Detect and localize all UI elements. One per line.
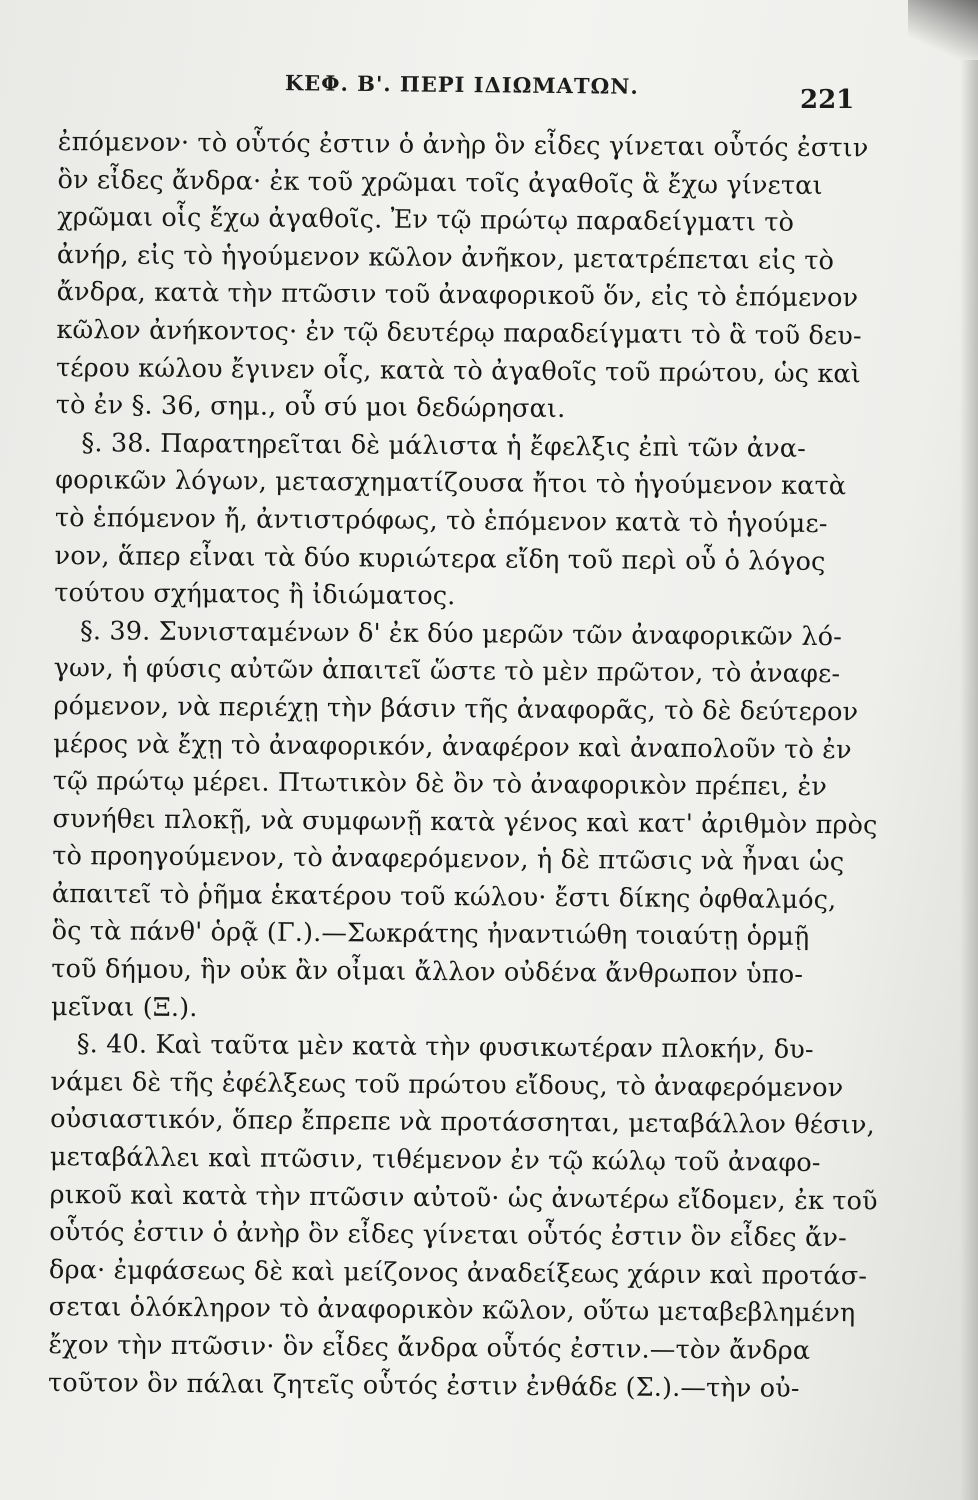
text-line: τὸ προηγούμενον, τὸ ἀναφερόμενον, ἡ δὲ πτῶσις νὰ ἦναι ὡς — [52, 841, 845, 878]
body-text — [47, 124, 878, 1408]
section-39-line: §. 39. Συνισταμένων δ' ἐκ δύο μερῶν τῶν ἀναφορικῶν λό- — [79, 615, 843, 652]
text-line: χρῶμαι οἷς ἔχω ἀγαθοῖς. Ἐν τῷ πρώτῳ παραδείγματι τὸ — [57, 202, 795, 238]
text-line: ὃς τὰ πάνθ' ὁρᾷ (Γ.).—Σωκράτης ἠναντιώθη τοιαύτῃ ὁρμῇ — [51, 916, 810, 953]
text-line: μεῖναι (Ξ.). — [50, 991, 198, 1023]
text-line: μεταβάλλει καὶ πτῶσιν, τιθέμενον ἐν τῷ κώλῳ τοῦ ἀναφο- — [49, 1141, 821, 1179]
page-corner-shadow — [908, 0, 978, 60]
text-line: γων, ἡ φύσις αὐτῶν ἀπαιτεῖ ὥστε τὸ μὲν πρῶτον, τὸ ἀναφε- — [53, 653, 841, 690]
text-line: τῷ πρώτῳ μέρει. Πτωτικὸν δὲ ὂν τὸ ἀναφορικὸν πρέπει, ἐν — [52, 766, 828, 803]
text-line: τὸ ἐν §. 36, σημ., οὗ σύ μοι δεδώρησαι. — [55, 390, 566, 425]
text-line: τὸ ἑπόμενον ἤ, ἀντιστρόφως, τὸ ἑπόμενον κατὰ τὸ ἡγούμε- — [54, 502, 828, 539]
text-line: συνήθει πλοκῇ, νὰ συμφωνῇ κατὰ γένος καὶ κατ' ἀριθμὸν πρὸς — [52, 803, 878, 841]
text-line: νον, ἅπερ εἶναι τὰ δύο κυριώτερα εἴδη τοῦ περὶ οὗ ὁ λόγος — [54, 540, 826, 577]
text-line: τοῦτον ὃν πάλαι ζητεῖς οὗτός ἐστιν ἐνθάδε (Σ.).—τὴν οὐ- — [47, 1367, 800, 1404]
text-line: ἀπαιτεῖ τὸ ῥῆμα ἑκατέρου τοῦ κώλου· ἔστι δίκης ὀφθαλμός, — [51, 878, 837, 916]
text-line: τούτου σχήματος ἢ ἰδιώματος. — [54, 578, 456, 612]
section-38-line: §. 38. Παρατηρεῖται δὲ μάλιστα ἡ ἔφελξις ἐπὶ τῶν ἀνα- — [81, 427, 807, 464]
text-line: ἐπόμενον· τὸ οὗτός ἐστιν ὁ ἀνὴρ ὃν εἶδες γίνεται οὗτός ἐστιν — [57, 126, 869, 164]
text-line: ἔχον τὴν πτῶσιν· ὃν εἶδες ἄνδρα οὗτός ἐστιν.—τὸν ἄνδρα — [48, 1329, 811, 1366]
page-number: 221 — [800, 85, 855, 115]
text-line: φορικῶν λόγων, μετασχηματίζουσα ἤτοι τὸ ἡγούμενον κατὰ — [55, 465, 847, 502]
text-line: μέρος νὰ ἔχῃ τὸ ἀναφορικόν, ἀναφέρον καὶ ἀναπολοῦν τὸ ἐν — [53, 728, 852, 765]
text-line: ρικοῦ καὶ κατὰ τὴν πτῶσιν αὐτοῦ· ὡς ἀνωτέρω εἴδομεν, ἐκ τοῦ — [49, 1179, 878, 1217]
text-line: νάμει δὲ τῆς ἐφέλξεως τοῦ πρώτου εἴδους, τὸ ἀναφερόμενον — [50, 1066, 844, 1104]
text-line: σεται ὁλόκληρον τὸ ἀναφορικὸν κῶλον, οὕτω μεταβεβλημένη — [48, 1292, 856, 1329]
text-line: τοῦ δήμου, ἣν οὐκ ἂν οἶμαι ἄλλον οὐδένα ἄνθρωπον ὑπο- — [51, 954, 804, 990]
text-line: κῶλον ἀνήκοντος· ἐν τῷ δευτέρῳ παραδείγματι τὸ ἃ τοῦ δευ- — [56, 314, 862, 352]
text-line: οὗτός ἐστιν ὁ ἀνὴρ ὃν εἶδες γίνεται οὗτός ἐστιν ὃν εἶδες ἄν- — [49, 1217, 847, 1254]
text-line: δρα· ἐμφάσεως δὲ καὶ μείζονος ἀναδείξεως χάριν καὶ προτάσ- — [48, 1254, 868, 1292]
text-line: ὃν εἶδες ἄνδρα· ἐκ τοῦ χρῶμαι τοῖς ἀγαθοῖς ἃ ἔχω γίνεται — [57, 164, 823, 201]
text-line: τέρου κώλου ἔγινεν οἷς, κατὰ τὸ ἀγαθοῖς τοῦ πρώτου, ὡς καὶ — [55, 352, 862, 389]
running-head: ΚΕΦ. Β'. ΠΕΡΙ ΙΔΙΩΜΑΤΩΝ. — [284, 70, 639, 99]
text-line: ἀνήρ, εἰς τὸ ἡγούμενον κῶλον ἀνῆκον, μετατρέπεται εἰς τὸ — [56, 239, 835, 276]
section-40-line: §. 40. Καὶ ταῦτα μὲν κατὰ τὴν φυσικωτέραν πλοκήν, δυ- — [76, 1029, 814, 1066]
text-line: οὐσιαστικόν, ὅπερ ἔπρεπε νὰ προτάσσηται, μεταβάλλον θέσιν, — [50, 1104, 875, 1141]
page-edge-shadow — [960, 60, 978, 1500]
text-line: ἄνδρα, κατὰ τὴν πτῶσιν τοῦ ἀναφορικοῦ ὅν, εἰς τὸ ἑπόμενον — [56, 277, 859, 314]
text-line: ρόμενον, νὰ περιέχῃ τὴν βάσιν τῆς ἀναφορᾶς, τὸ δὲ δεύτερον — [53, 690, 859, 728]
